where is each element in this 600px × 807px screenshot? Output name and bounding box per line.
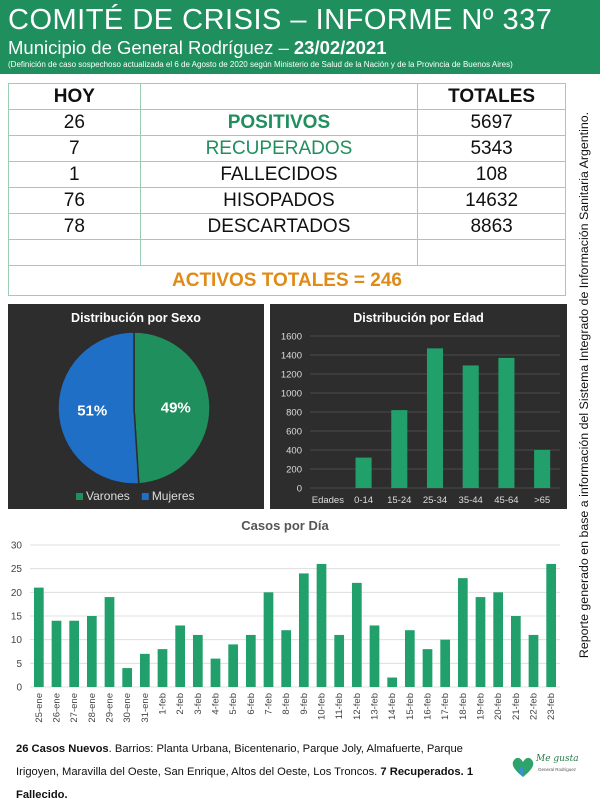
casos-bar-26-ene	[52, 621, 62, 687]
y-tick-label: 15	[10, 611, 22, 623]
casos-bar-20-feb	[493, 592, 503, 687]
total-value: 5697	[418, 110, 566, 136]
total-value: 5343	[418, 136, 566, 162]
x-tick-label: 21-feb	[510, 693, 522, 720]
table-row	[9, 162, 566, 188]
casos-bar-18-feb	[458, 578, 468, 687]
y-tick-label: 1000	[280, 388, 302, 400]
casos-bar-7-feb	[264, 592, 274, 687]
x-tick-label: 30-ene	[122, 693, 134, 723]
edad-bar-chart	[270, 304, 567, 509]
x-tick-label: 35-44	[458, 495, 483, 506]
x-tick-label: 20-feb	[493, 693, 505, 720]
summary-table	[8, 83, 566, 296]
x-tick-label: 14-feb	[387, 693, 399, 720]
casos-bar-27-ene	[69, 621, 79, 687]
casos-bar-chart	[0, 535, 570, 735]
activos-row	[9, 266, 566, 296]
casos-bar-17-feb	[440, 640, 450, 687]
total-value: 108	[418, 162, 566, 188]
x-tick-label: 8-feb	[281, 693, 293, 715]
col-empty	[140, 84, 418, 110]
casos-bar-14-feb	[387, 678, 397, 687]
casos-bar-4-feb	[211, 659, 221, 687]
casos-bar-25-ene	[34, 588, 44, 687]
x-tick-label: 4-feb	[210, 693, 222, 715]
sexo-chart-panel	[8, 304, 264, 509]
me-gusta-logo	[510, 752, 579, 788]
y-tick-label: 400	[286, 445, 302, 457]
x-tick-label: 11-feb	[334, 693, 346, 720]
hoy-value: 78	[9, 214, 141, 240]
x-tick-label: Edades	[311, 495, 344, 506]
header	[0, 0, 600, 74]
total-value: 14632	[418, 188, 566, 214]
row-label: RECUPERADOS	[140, 136, 418, 162]
table-row	[9, 214, 566, 240]
logo-subtext: General Rodríguez	[538, 767, 577, 772]
y-tick-label: 1400	[280, 350, 302, 362]
x-tick-label: 28-ene	[86, 693, 98, 723]
x-tick-label: 26-ene	[51, 693, 63, 723]
y-tick-label: 1200	[280, 369, 302, 381]
x-tick-label: 23-feb	[546, 693, 558, 720]
municipio-label: Municipio de General Rodríguez –	[8, 37, 294, 58]
table-header-row	[9, 84, 566, 110]
x-tick-label: 6-feb	[245, 693, 257, 715]
edad-bar-15-24	[391, 410, 407, 488]
casos-bar-19-feb	[476, 597, 486, 687]
casos-bar-16-feb	[423, 649, 433, 687]
casos-bar-10-feb	[317, 564, 327, 687]
y-tick-label: 0	[16, 682, 22, 694]
x-tick-label: 13-feb	[369, 693, 381, 720]
casos-bar-29-ene	[105, 597, 115, 687]
heart-logo-icon	[510, 754, 536, 780]
x-tick-label: 22-feb	[528, 693, 540, 720]
report-date: 23/02/2021	[293, 37, 387, 58]
x-tick-label: 0-14	[354, 495, 374, 506]
sexo-chart-title: Distribución por Sexo	[71, 311, 201, 325]
edad-chart-title: Distribución por Edad	[353, 311, 484, 325]
x-tick-label: 25-34	[422, 495, 448, 506]
pie-label: 51%	[77, 402, 108, 420]
casos-bar-11-feb	[334, 635, 344, 687]
casos-bar-30-ene	[122, 668, 132, 687]
x-tick-label: 25-ene	[33, 693, 45, 723]
total-value: 8863	[418, 214, 566, 240]
row-label: POSITIVOS	[140, 110, 418, 136]
row-label: DESCARTADOS	[140, 214, 418, 240]
x-tick-label: 3-feb	[192, 693, 204, 715]
edad-bar-45-64	[498, 358, 514, 488]
x-tick-label: 7-feb	[263, 693, 275, 715]
hoy-value: 1	[9, 162, 141, 188]
hoy-value: 7	[9, 136, 141, 162]
y-tick-label: 0	[296, 483, 302, 495]
x-tick-label: 16-feb	[422, 693, 434, 720]
casos-nuevos: 26 Casos Nuevos	[16, 743, 109, 755]
casos-bar-22-feb	[529, 635, 539, 687]
legend-swatch	[76, 493, 83, 500]
casos-bar-13-feb	[370, 625, 380, 687]
y-tick-label: 600	[286, 426, 302, 438]
table-empty-row	[9, 240, 566, 266]
x-tick-label: 2-feb	[175, 693, 187, 715]
x-tick-label: 10-feb	[316, 693, 328, 720]
casos-bar-15-feb	[405, 630, 415, 687]
recuperados-fallecido: 7 Recuperados. 1 Fallecido.	[16, 766, 474, 801]
edad-chart-panel	[270, 304, 567, 509]
activos-totales: ACTIVOS TOTALES = 246	[9, 266, 566, 296]
definition-note: (Definición de caso sospechoso actualizada el 6 de Agosto de 2020 según Ministerio de Salud de la Nación y de la Provincia de Buenos Aires)	[8, 60, 513, 69]
hoy-value: 26	[9, 110, 141, 136]
legend-label: Varones	[86, 489, 130, 503]
row-label: HISOPADOS	[140, 188, 418, 214]
edad-bar-0-14	[356, 458, 372, 488]
x-tick-label: 9-feb	[298, 693, 310, 715]
x-tick-label: >65	[534, 495, 551, 506]
casos-bar-12-feb	[352, 583, 362, 687]
x-tick-label: 1-feb	[157, 693, 169, 715]
row-label: FALLECIDOS	[140, 162, 418, 188]
x-tick-label: 29-ene	[104, 693, 116, 723]
casos-bar-8-feb	[281, 630, 291, 687]
col-totales: TOTALES	[418, 84, 566, 110]
logo-text: Me gusta	[536, 754, 579, 764]
table-row	[9, 110, 566, 136]
casos-bar-31-ene	[140, 654, 150, 687]
casos-bar-6-feb	[246, 635, 256, 687]
edad-bar-25-34	[427, 348, 443, 488]
x-tick-label: 15-feb	[404, 693, 416, 720]
barrios-list: . Barrios: Planta Urbana, Bicentenario, Parque Joly, Almafuerte, Parque Irigoyen, Maravilla del Oeste, San Enrique, Altos del Oeste, Los Troncos.	[16, 743, 463, 778]
casos-bar-23-feb	[546, 564, 556, 687]
x-tick-label: 15-24	[387, 495, 412, 506]
casos-bar-28-ene	[87, 616, 97, 687]
x-tick-label: 12-feb	[351, 693, 363, 720]
edad-bar-35-44	[463, 365, 479, 488]
x-tick-label: 17-feb	[440, 693, 452, 720]
sexo-pie-chart	[8, 304, 264, 509]
report-title: COMITÉ DE CRISIS – INFORME Nº 337	[8, 4, 553, 36]
x-tick-label: 45-64	[494, 495, 519, 506]
side-note	[573, 90, 595, 680]
y-tick-label: 30	[10, 540, 22, 552]
casos-bar-3-feb	[193, 635, 203, 687]
y-tick-label: 25	[10, 564, 22, 576]
casos-bar-2-feb	[175, 625, 185, 687]
casos-bar-21-feb	[511, 616, 521, 687]
report-subtitle	[8, 36, 592, 60]
y-tick-label: 5	[16, 658, 22, 670]
y-tick-label: 800	[286, 407, 302, 419]
y-tick-label: 20	[10, 587, 22, 599]
x-tick-label: 27-ene	[69, 693, 81, 723]
edad-bar->65	[534, 450, 550, 488]
casos-bar-5-feb	[228, 644, 238, 687]
y-tick-label: 10	[10, 635, 22, 647]
legend-swatch	[142, 493, 149, 500]
col-hoy: HOY	[9, 84, 141, 110]
casos-chart-title: Casos por Día	[241, 518, 329, 533]
side-note-text: Reporte generado en base a información del Sistema Integrado de Información Sanitaria Argentino.	[577, 111, 591, 659]
y-tick-label: 1600	[280, 331, 302, 343]
casos-bar-9-feb	[299, 573, 309, 687]
y-tick-label: 200	[286, 464, 302, 476]
x-tick-label: 31-ene	[139, 693, 151, 723]
x-tick-label: 19-feb	[475, 693, 487, 720]
footer-text	[16, 738, 506, 807]
x-tick-label: 18-feb	[457, 693, 469, 720]
legend-label: Mujeres	[151, 489, 195, 503]
pie-label: 49%	[160, 399, 191, 417]
x-tick-label: 5-feb	[228, 693, 240, 715]
hoy-value: 76	[9, 188, 141, 214]
casos-bar-1-feb	[158, 649, 168, 687]
table-row	[9, 136, 566, 162]
table-row	[9, 188, 566, 214]
